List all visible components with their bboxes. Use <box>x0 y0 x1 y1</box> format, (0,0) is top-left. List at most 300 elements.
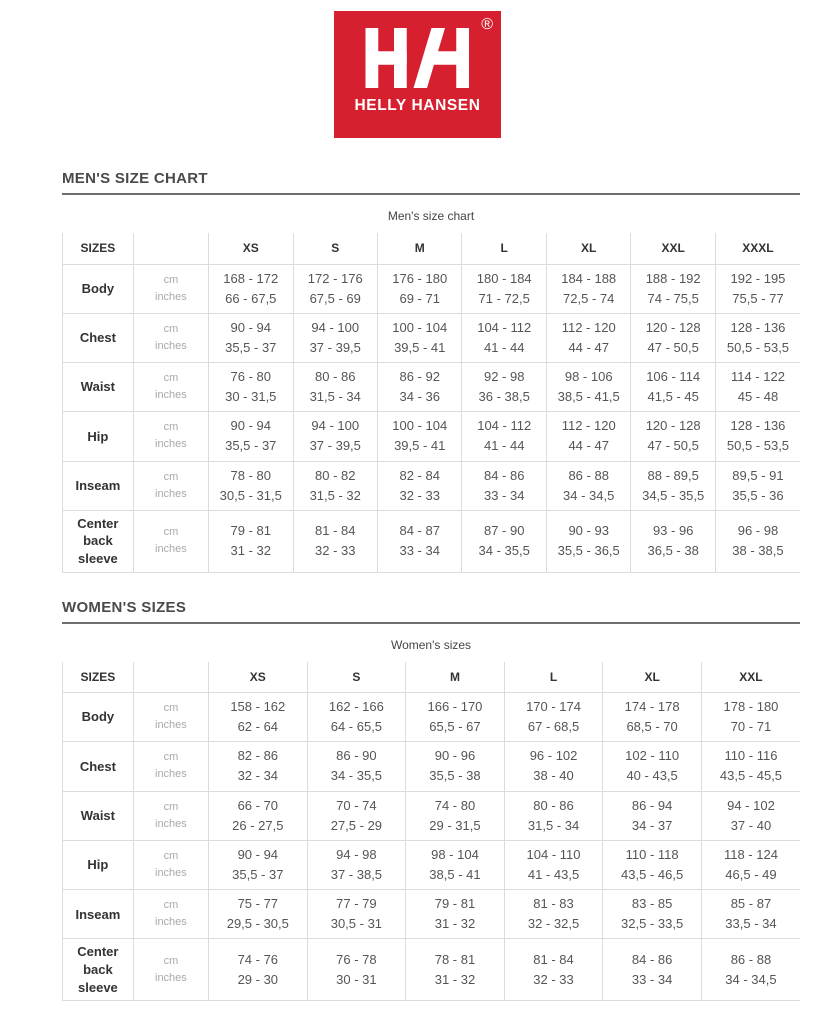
inches-range-value: 41 - 44 <box>483 339 525 355</box>
cm-range-value: 98 - 104 <box>431 846 479 862</box>
unit-inches-label: inches <box>155 389 187 402</box>
inches-range-value: 27,5 - 29 <box>330 817 383 833</box>
measurement-value-cell <box>293 510 377 572</box>
brand-name: HELLY HANSEN <box>354 97 481 114</box>
measurement-value-cell <box>209 693 308 742</box>
measurement-value-cell <box>209 939 308 1001</box>
cm-range-value: 90 - 94 <box>230 418 271 434</box>
measurement-value-cell <box>546 264 630 313</box>
cm-range-value: 104 - 112 <box>477 319 532 335</box>
inches-range-value: 31,5 - 34 <box>527 817 580 833</box>
cm-range-value: 118 - 124 <box>723 846 778 862</box>
inches-range-value: 29 - 31,5 <box>429 817 481 833</box>
measurement-value-cell <box>462 461 546 510</box>
measurement-value-cell <box>701 890 800 939</box>
cm-range-value: 128 - 136 <box>730 319 786 335</box>
cm-range-value: 88 - 89,5 <box>647 467 699 483</box>
cm-range-value: 92 - 98 <box>483 369 525 385</box>
womens-header-row <box>63 662 801 693</box>
measurement-value-cell <box>406 693 505 742</box>
measurement-value-cell <box>307 840 406 889</box>
measurement-value-cell <box>462 264 546 313</box>
measurement-value-cell <box>377 264 461 313</box>
measurement-value-cell <box>504 742 603 791</box>
measurement-value-cell <box>377 363 461 412</box>
mens-table-caption: Men's size chart <box>387 209 475 223</box>
inches-range-value: 74 - 75,5 <box>647 290 699 306</box>
size-column-header-s: S <box>307 662 406 693</box>
cm-range-value: 94 - 98 <box>336 846 377 862</box>
size-column-header-xs: XS <box>209 662 308 693</box>
unit-cm-label: cm <box>163 751 179 764</box>
inches-range-value: 35,5 - 37 <box>232 867 284 883</box>
cm-range-value: 70 - 74 <box>336 797 377 813</box>
cm-range-value: 86 - 88 <box>568 467 609 483</box>
unit-cell <box>133 510 208 572</box>
size-column-header-xl: XL <box>603 662 702 693</box>
unit-cell <box>133 742 208 791</box>
inches-range-value: 34 - 34,5 <box>563 487 615 503</box>
inches-range-value: 29,5 - 30,5 <box>226 916 289 932</box>
cm-range-value: 174 - 178 <box>624 699 680 715</box>
inches-range-value: 40 - 43,5 <box>626 768 678 784</box>
size-column-header-xxxl: XXXL <box>715 233 800 264</box>
inches-range-value: 35,5 - 38 <box>429 768 481 784</box>
inches-range-value: 31,5 - 34 <box>309 389 361 405</box>
measurement-label: Body <box>63 693 134 742</box>
womens-heading-rule <box>62 622 800 624</box>
measurement-value-cell <box>603 693 702 742</box>
inches-range-value: 26 - 27,5 <box>232 817 284 833</box>
measurement-value-cell <box>504 939 603 1001</box>
unit-cm-label: cm <box>163 800 179 813</box>
cm-range-value: 168 - 172 <box>223 270 279 286</box>
inches-range-value: 36 - 38,5 <box>478 389 530 405</box>
cm-range-value: 114 - 122 <box>730 369 785 385</box>
measurement-value-cell <box>209 313 293 362</box>
measurement-value-cell <box>293 412 377 461</box>
cm-range-value: 79 - 81 <box>434 896 476 912</box>
cm-range-value: 110 - 118 <box>625 846 679 862</box>
inches-range-value: 75,5 - 77 <box>732 290 784 306</box>
measurement-label: Chest <box>63 313 134 362</box>
inches-range-value: 46,5 - 49 <box>725 867 777 883</box>
unit-cell <box>133 363 208 412</box>
measurement-label: Hip <box>63 840 134 889</box>
cm-range-value: 78 - 81 <box>434 951 476 967</box>
inches-range-value: 30 - 31 <box>336 971 377 987</box>
cm-range-value: 104 - 110 <box>526 846 581 862</box>
inches-range-value: 37 - 40 <box>730 817 772 833</box>
inches-range-value: 36,5 - 38 <box>647 543 699 559</box>
cm-range-value: 106 - 114 <box>646 369 701 385</box>
cm-range-value: 74 - 76 <box>237 951 279 967</box>
cm-range-value: 86 - 92 <box>399 369 440 385</box>
inches-range-value: 38 - 40 <box>533 768 574 784</box>
inches-range-value: 30 - 31,5 <box>225 389 277 405</box>
registered-trademark-icon: ® <box>481 16 493 33</box>
inches-range-value: 50,5 - 53,5 <box>726 438 790 454</box>
measurement-label: Body <box>63 264 134 313</box>
cm-range-value: 112 - 120 <box>561 418 616 434</box>
measurement-value-cell <box>631 264 715 313</box>
measurement-label: Center back sleeve <box>63 939 134 1001</box>
measurement-value-cell <box>631 313 715 362</box>
inches-range-value: 29 - 30 <box>237 971 279 987</box>
cm-range-value: 96 - 98 <box>737 523 779 539</box>
inches-range-value: 34 - 35,5 <box>478 543 530 559</box>
measurement-value-cell <box>603 890 702 939</box>
measurement-value-cell <box>701 939 800 1001</box>
inches-range-value: 31 - 32 <box>230 543 271 559</box>
measurement-value-cell <box>406 840 505 889</box>
inches-range-value: 39,5 - 41 <box>394 339 446 355</box>
measurement-value-cell <box>462 363 546 412</box>
size-column-header-l: L <box>504 662 603 693</box>
cm-range-value: 81 - 83 <box>533 896 574 912</box>
measurement-value-cell <box>603 791 702 840</box>
cm-range-value: 98 - 106 <box>564 369 613 385</box>
cm-range-value: 81 - 84 <box>315 523 356 539</box>
cm-range-value: 102 - 110 <box>625 748 680 764</box>
measurement-value-cell <box>209 510 293 572</box>
cm-range-value: 90 - 96 <box>434 748 476 764</box>
unit-inches-label: inches <box>155 817 187 830</box>
inches-range-value: 70 - 71 <box>730 719 772 735</box>
inches-range-value: 67,5 - 69 <box>309 290 361 306</box>
measurement-value-cell <box>293 313 377 362</box>
cm-range-value: 82 - 84 <box>399 467 440 483</box>
measurement-value-cell <box>603 742 702 791</box>
cm-range-value: 178 - 180 <box>723 699 779 715</box>
cm-range-value: 96 - 102 <box>529 748 578 764</box>
cm-range-value: 76 - 80 <box>230 369 271 385</box>
cm-range-value: 77 - 79 <box>336 896 377 912</box>
inches-range-value: 30,5 - 31 <box>330 916 383 932</box>
measurement-value-cell <box>307 693 406 742</box>
measurement-value-cell <box>715 412 800 461</box>
cm-range-value: 176 - 180 <box>392 270 448 286</box>
unit-inches-label: inches <box>155 438 187 451</box>
measurement-value-cell <box>504 791 603 840</box>
measurement-value-cell <box>307 939 406 1001</box>
cm-range-value: 100 - 104 <box>392 319 448 335</box>
unit-cell <box>133 264 208 313</box>
inches-range-value: 39,5 - 41 <box>394 438 446 454</box>
measurement-value-cell <box>715 461 800 510</box>
inches-range-value: 31,5 - 32 <box>309 487 361 503</box>
inches-range-value: 38 - 38,5 <box>732 543 784 559</box>
cm-range-value: 112 - 120 <box>561 319 616 335</box>
inches-range-value: 34 - 36 <box>399 389 440 405</box>
measurement-label: Chest <box>63 742 134 791</box>
cm-range-value: 94 - 100 <box>311 418 360 434</box>
measurement-value-cell <box>631 510 715 572</box>
mens-size-table <box>62 205 800 573</box>
measurement-label: Hip <box>63 412 134 461</box>
mens-measurement-row <box>63 412 801 461</box>
measurement-value-cell <box>701 791 800 840</box>
measurement-value-cell <box>546 363 630 412</box>
inches-range-value: 33,5 - 34 <box>725 916 777 932</box>
inches-range-value: 72,5 - 74 <box>563 290 615 306</box>
cm-range-value: 79 - 81 <box>230 523 271 539</box>
inches-range-value: 32 - 33 <box>399 487 440 503</box>
measurement-value-cell <box>293 264 377 313</box>
measurement-value-cell <box>209 890 308 939</box>
cm-range-value: 86 - 88 <box>730 951 772 967</box>
unit-inches-label: inches <box>155 290 187 303</box>
hh-monogram-icon <box>363 28 473 88</box>
measurement-value-cell <box>546 313 630 362</box>
unit-cm-label: cm <box>163 849 179 862</box>
inches-range-value: 34 - 34,5 <box>725 971 777 987</box>
womens-measurement-row <box>63 791 801 840</box>
unit-cm-label: cm <box>163 702 179 715</box>
cm-range-value: 170 - 174 <box>526 699 581 715</box>
mens-measurement-row <box>63 363 801 412</box>
inches-range-value: 47 - 50,5 <box>647 339 699 355</box>
inches-range-value: 33 - 34 <box>483 487 525 503</box>
measurement-value-cell <box>377 461 461 510</box>
mens-measurement-row <box>63 461 801 510</box>
cm-range-value: 83 - 85 <box>631 896 673 912</box>
measurement-value-cell <box>377 313 461 362</box>
inches-range-value: 35,5 - 37 <box>225 339 277 355</box>
size-column-header-xxl: XXL <box>701 662 800 693</box>
cm-range-value: 89,5 - 91 <box>732 467 784 483</box>
measurement-value-cell <box>504 840 603 889</box>
inches-range-value: 38,5 - 41,5 <box>557 389 620 405</box>
sizes-column-header: SIZES <box>63 233 134 264</box>
inches-range-value: 31 - 32 <box>434 916 476 932</box>
cm-range-value: 80 - 82 <box>315 467 356 483</box>
cm-range-value: 90 - 94 <box>230 319 271 335</box>
womens-measurement-row <box>63 939 801 1001</box>
cm-range-value: 78 - 80 <box>230 467 271 483</box>
mens-measurement-row <box>63 510 801 572</box>
inches-range-value: 43,5 - 45,5 <box>719 768 783 784</box>
measurement-value-cell <box>504 890 603 939</box>
unit-cm-label: cm <box>163 526 179 539</box>
measurement-value-cell <box>293 363 377 412</box>
inches-range-value: 35,5 - 36,5 <box>557 543 620 559</box>
inches-range-value: 32 - 32,5 <box>527 916 580 932</box>
cm-range-value: 128 - 136 <box>730 418 786 434</box>
cm-range-value: 162 - 166 <box>328 699 384 715</box>
size-chart-page <box>0 11 835 1009</box>
womens-measurement-row <box>63 840 801 889</box>
inches-range-value: 30,5 - 31,5 <box>219 487 282 503</box>
measurement-label: Inseam <box>63 890 134 939</box>
unit-cell <box>133 693 208 742</box>
inches-range-value: 32 - 33 <box>533 971 574 987</box>
cm-range-value: 82 - 86 <box>237 748 279 764</box>
measurement-value-cell <box>631 363 715 412</box>
measurement-value-cell <box>462 313 546 362</box>
unit-cell <box>133 840 208 889</box>
inches-range-value: 45 - 48 <box>737 389 779 405</box>
womens-size-table <box>62 634 800 1002</box>
cm-range-value: 188 - 192 <box>645 270 701 286</box>
measurement-value-cell <box>209 363 293 412</box>
size-column-header-m: M <box>406 662 505 693</box>
unit-cm-label: cm <box>163 470 179 483</box>
inches-range-value: 71 - 72,5 <box>478 290 530 306</box>
inches-range-value: 41 - 44 <box>483 438 525 454</box>
cm-range-value: 120 - 128 <box>645 418 701 434</box>
unit-cm-label: cm <box>163 273 179 286</box>
measurement-value-cell <box>603 840 702 889</box>
size-column-header-s: S <box>293 233 377 264</box>
inches-range-value: 65,5 - 67 <box>429 719 481 735</box>
measurement-label: Center back sleeve <box>63 510 134 572</box>
unit-cell <box>133 791 208 840</box>
unit-inches-label: inches <box>155 487 187 500</box>
measurement-label: Waist <box>63 363 134 412</box>
unit-inches-label: inches <box>155 867 187 880</box>
cm-range-value: 120 - 128 <box>645 319 701 335</box>
measurement-label: Inseam <box>63 461 134 510</box>
cm-range-value: 75 - 77 <box>237 896 279 912</box>
measurement-value-cell <box>406 939 505 1001</box>
womens-section-heading: WOMEN'S SIZES <box>62 598 187 616</box>
cm-range-value: 87 - 90 <box>483 523 525 539</box>
size-column-header-m: M <box>377 233 461 264</box>
size-column-header-l: L <box>462 233 546 264</box>
mens-measurement-row <box>63 313 801 362</box>
inches-range-value: 32 - 33 <box>315 543 356 559</box>
inches-range-value: 44 - 47 <box>568 339 609 355</box>
measurement-value-cell <box>546 510 630 572</box>
inches-range-value: 68,5 - 70 <box>626 719 678 735</box>
womens-measurement-row <box>63 890 801 939</box>
mens-measurement-row <box>63 264 801 313</box>
size-column-header-xs: XS <box>209 233 293 264</box>
measurement-value-cell <box>701 840 800 889</box>
measurement-value-cell <box>209 840 308 889</box>
measurement-value-cell <box>307 890 406 939</box>
inches-range-value: 35,5 - 37 <box>225 438 277 454</box>
cm-range-value: 180 - 184 <box>476 270 532 286</box>
measurement-value-cell <box>701 693 800 742</box>
inches-range-value: 37 - 38,5 <box>330 867 383 883</box>
inches-range-value: 34 - 35,5 <box>330 768 383 784</box>
cm-range-value: 86 - 94 <box>631 797 673 813</box>
cm-range-value: 85 - 87 <box>730 896 772 912</box>
measurement-value-cell <box>406 890 505 939</box>
cm-range-value: 158 - 162 <box>230 699 286 715</box>
womens-section <box>62 599 800 1002</box>
measurement-value-cell <box>462 510 546 572</box>
cm-range-value: 81 - 84 <box>533 951 574 967</box>
inches-range-value: 69 - 71 <box>399 290 440 306</box>
measurement-value-cell <box>209 412 293 461</box>
measurement-value-cell <box>209 742 308 791</box>
measurement-value-cell <box>715 510 800 572</box>
size-column-header-xxl: XXL <box>631 233 715 264</box>
measurement-value-cell <box>209 461 293 510</box>
cm-range-value: 90 - 94 <box>237 846 279 862</box>
measurement-value-cell <box>307 742 406 791</box>
unit-cell <box>133 939 208 1001</box>
measurement-value-cell <box>715 313 800 362</box>
measurement-value-cell <box>377 510 461 572</box>
measurement-value-cell <box>307 791 406 840</box>
cm-range-value: 76 - 78 <box>336 951 377 967</box>
cm-range-value: 80 - 86 <box>315 369 356 385</box>
cm-range-value: 104 - 112 <box>477 418 532 434</box>
unit-cm-label: cm <box>163 322 179 335</box>
unit-column-header <box>133 662 208 693</box>
cm-range-value: 93 - 96 <box>652 523 694 539</box>
inches-range-value: 67 - 68,5 <box>527 719 580 735</box>
cm-range-value: 172 - 176 <box>307 270 363 286</box>
womens-measurement-row <box>63 693 801 742</box>
womens-table-caption: Women's sizes <box>390 637 472 652</box>
inches-range-value: 64 - 65,5 <box>330 719 383 735</box>
inches-range-value: 43,5 - 46,5 <box>621 867 684 883</box>
unit-inches-label: inches <box>155 543 187 556</box>
measurement-value-cell <box>715 264 800 313</box>
cm-range-value: 86 - 90 <box>336 748 377 764</box>
unit-inches-label: inches <box>155 916 187 929</box>
mens-heading-rule <box>62 193 800 195</box>
inches-range-value: 38,5 - 41 <box>429 867 481 883</box>
cm-range-value: 90 - 93 <box>568 523 609 539</box>
inches-range-value: 33 - 34 <box>399 543 440 559</box>
measurement-value-cell <box>462 412 546 461</box>
helly-hansen-logo <box>334 11 501 138</box>
inches-range-value: 32 - 34 <box>237 768 279 784</box>
mens-section-heading: MEN'S SIZE CHART <box>62 170 208 187</box>
unit-cell <box>133 890 208 939</box>
inches-range-value: 41,5 - 45 <box>647 389 699 405</box>
unit-inches-label: inches <box>155 768 187 781</box>
measurement-value-cell <box>701 742 800 791</box>
unit-column-header <box>133 233 208 264</box>
inches-range-value: 35,5 - 36 <box>732 487 784 503</box>
cm-range-value: 110 - 116 <box>724 748 778 764</box>
unit-cell <box>133 461 208 510</box>
cm-range-value: 84 - 87 <box>399 523 440 539</box>
inches-range-value: 41 - 43,5 <box>527 867 580 883</box>
cm-range-value: 84 - 86 <box>631 951 673 967</box>
measurement-value-cell <box>546 412 630 461</box>
womens-measurement-row <box>63 742 801 791</box>
mens-section <box>62 170 800 573</box>
unit-cm-label: cm <box>163 899 179 912</box>
unit-cell <box>133 313 208 362</box>
unit-inches-label: inches <box>155 719 187 732</box>
cm-range-value: 84 - 86 <box>483 467 525 483</box>
measurement-value-cell <box>377 412 461 461</box>
inches-range-value: 62 - 64 <box>237 719 279 735</box>
measurement-value-cell <box>406 742 505 791</box>
measurement-value-cell <box>631 412 715 461</box>
inches-range-value: 34,5 - 35,5 <box>642 487 705 503</box>
inches-range-value: 47 - 50,5 <box>647 438 699 454</box>
size-column-header-xl: XL <box>546 233 630 264</box>
measurement-value-cell <box>209 791 308 840</box>
unit-cm-label: cm <box>163 954 179 967</box>
measurement-value-cell <box>293 461 377 510</box>
inches-range-value: 37 - 39,5 <box>309 339 361 355</box>
cm-range-value: 94 - 100 <box>311 319 360 335</box>
size-charts-content <box>0 170 835 1009</box>
cm-range-value: 166 - 170 <box>427 699 483 715</box>
cm-range-value: 74 - 80 <box>434 797 476 813</box>
